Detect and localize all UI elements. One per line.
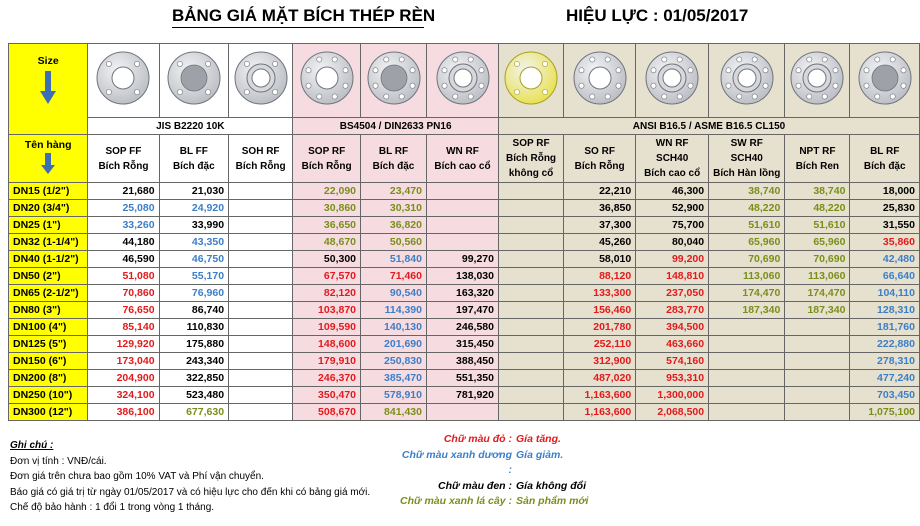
price-cell: 508,670 [293,404,361,421]
column-header-line: SOP RF [308,145,346,157]
column-header-line: Bích đặc [863,160,906,172]
price-cell [229,217,293,234]
price-cell: 22,210 [564,183,636,200]
price-cell [785,319,850,336]
legend-item [400,432,588,448]
size-cell: DN250 (10") [9,387,88,404]
price-cell: 31,550 [850,217,920,234]
column-header [636,135,709,183]
legend-value: Gía giảm. [516,448,564,461]
column-header-line: Bích Hàn lồng [713,168,781,179]
title-right: HIỆU LỰC : 01/05/2017 [566,6,749,25]
size-cell: DN200 (8") [9,370,88,387]
weld-neck-sch40-flange-icon [643,98,701,110]
column-image-cell [159,44,228,118]
price-cell: 140,130 [361,319,427,336]
note-line: Đơn giá trên chưa bao gồm 10% VAT và Phí vận chuyển. [10,471,264,482]
price-cell [229,234,293,251]
price-cell: 48,220 [709,200,785,217]
price-cell: 45,260 [564,234,636,251]
price-cell: 128,310 [850,302,920,319]
table-row [9,353,920,370]
size-cell: DN65 (2-1/2") [9,285,88,302]
price-cell: 66,640 [850,268,920,285]
price-cell: 551,350 [427,370,499,387]
column-header [229,135,293,183]
price-cell: 1,075,100 [850,404,920,421]
price-cell: 114,390 [361,302,427,319]
price-cell: 163,320 [427,285,499,302]
column-header-line: Bích Ren [795,160,840,172]
legend-key: Chữ màu xanh dương : [401,448,512,476]
table-row [9,183,920,200]
price-cell: 1,300,000 [636,387,709,404]
price-cell: 201,780 [564,319,636,336]
price-cell: 179,910 [293,353,361,370]
column-header [499,135,564,183]
price-cell: 36,650 [293,217,361,234]
size-cell: DN15 (1/2") [9,183,88,200]
price-cell [229,387,293,404]
price-cell: 99,200 [636,251,709,268]
column-header-line: SCH40 [656,153,689,164]
column-header-line: NPT RF [799,145,836,157]
price-cell: 138,030 [427,268,499,285]
price-cell: 80,040 [636,234,709,251]
price-cell: 781,920 [427,387,499,404]
size-header-cell [9,44,88,135]
price-cell: 109,590 [293,319,361,336]
price-cell: 76,960 [159,285,228,302]
price-cell: 52,900 [636,200,709,217]
column-image-cell [636,44,709,118]
price-cell: 386,100 [88,404,159,421]
price-cell: 70,690 [709,251,785,268]
price-cell [229,336,293,353]
price-cell [427,217,499,234]
column-header-line: Bích cao cổ [644,168,701,179]
price-cell: 315,450 [427,336,499,353]
table-row [9,387,920,404]
price-cell: 312,900 [564,353,636,370]
price-cell: 174,470 [709,285,785,302]
price-cell [499,183,564,200]
price-cell: 187,340 [785,302,850,319]
price-cell [229,183,293,200]
price-cell: 65,960 [785,234,850,251]
price-cell: 38,740 [709,183,785,200]
price-cell: 25,080 [88,200,159,217]
price-cell [229,370,293,387]
size-cell: DN80 (3") [9,302,88,319]
column-header [88,135,159,183]
price-cell [229,200,293,217]
price-cell [427,183,499,200]
price-cell: 18,000 [850,183,920,200]
size-label: Size [37,55,59,67]
column-header-line: Bích Rỗng [506,153,557,164]
price-cell [427,234,499,251]
size-cell: DN20 (3/4") [9,200,88,217]
price-cell: 50,300 [293,251,361,268]
price-cell: 252,110 [564,336,636,353]
price-cell: 50,560 [361,234,427,251]
price-cell: 85,140 [88,319,159,336]
yellow-slip-on-flange-icon [502,98,560,110]
column-image-cell [785,44,850,118]
column-header-line: Bích Rỗng [301,160,352,172]
size-cell: DN25 (1") [9,217,88,234]
price-cell: 1,163,600 [564,404,636,421]
price-cell: 38,740 [785,183,850,200]
blind-flange-icon [856,98,914,110]
column-image-cell [88,44,159,118]
column-header [709,135,785,183]
price-cell: 578,910 [361,387,427,404]
column-header [564,135,636,183]
price-cell [785,336,850,353]
weld-neck-flange-icon [434,98,492,110]
price-cell: 222,880 [850,336,920,353]
price-cell [785,353,850,370]
price-cell: 278,310 [850,353,920,370]
price-cell: 55,170 [159,268,228,285]
price-cell: 350,470 [293,387,361,404]
table-row [9,370,920,387]
table-row [9,336,920,353]
price-cell: 322,850 [159,370,228,387]
legend-value: Gía tăng. [516,433,561,445]
legend-value: Sản phẩm mới [516,495,589,507]
price-cell [499,234,564,251]
price-cell [229,268,293,285]
column-header-line: Bích Rỗng [235,160,286,172]
price-cell [229,285,293,302]
price-cell: 156,460 [564,302,636,319]
table-row [9,319,920,336]
price-cell [427,200,499,217]
price-cell: 283,770 [636,302,709,319]
column-header [850,135,920,183]
price-cell: 703,450 [850,387,920,404]
price-cell: 237,050 [636,285,709,302]
price-cell: 36,820 [361,217,427,234]
column-header [785,135,850,183]
price-cell: 51,610 [785,217,850,234]
column-image-cell [709,44,785,118]
column-header-line: SOH RF [241,145,280,157]
price-cell: 385,470 [361,370,427,387]
price-cell: 113,060 [709,268,785,285]
legend-key: Chữ màu đen : [438,479,512,492]
price-cell: 110,830 [159,319,228,336]
title-left: BẢNG GIÁ MẶT BÍCH THÉP RÈN [172,6,436,25]
price-cell: 70,860 [88,285,159,302]
price-cell: 463,660 [636,336,709,353]
price-cell: 104,110 [850,285,920,302]
price-cell: 46,750 [159,251,228,268]
price-cell: 70,690 [785,251,850,268]
price-cell: 82,120 [293,285,361,302]
price-cell [229,404,293,421]
price-cell: 129,920 [88,336,159,353]
price-cell: 65,960 [709,234,785,251]
price-cell [499,387,564,404]
price-cell: 23,470 [361,183,427,200]
hubbed-slip-on-flange-icon [232,98,290,110]
price-cell: 21,680 [88,183,159,200]
price-cell [499,336,564,353]
table-row [9,302,920,319]
legend-value: Gía không đổi [516,479,586,492]
threaded-flange-icon [788,98,846,110]
price-cell: 42,480 [850,251,920,268]
price-cell: 2,068,500 [636,404,709,421]
price-cell: 48,220 [785,200,850,217]
column-header-line: Bích đặc [372,160,415,172]
price-cell: 103,870 [293,302,361,319]
price-cell: 173,040 [88,353,159,370]
table-row [9,285,920,302]
standard-ansi: ANSI B16.5 / ASME B16.5 CL150 [499,118,920,135]
column-header [159,135,228,183]
color-legend [400,432,588,510]
price-cell: 204,900 [88,370,159,387]
name-label: Tên hàng [24,138,72,151]
price-cell: 133,300 [564,285,636,302]
price-cell: 51,610 [709,217,785,234]
price-cell: 25,830 [850,200,920,217]
price-cell: 24,920 [159,200,228,217]
price-cell: 33,990 [159,217,228,234]
price-cell: 574,160 [636,353,709,370]
size-cell: DN100 (4") [9,319,88,336]
price-cell: 58,010 [564,251,636,268]
price-cell: 71,460 [361,268,427,285]
title-underline [172,27,424,28]
column-header-line: không cổ [508,168,554,179]
price-cell: 388,450 [427,353,499,370]
column-image-cell [361,44,427,118]
price-cell: 175,880 [159,336,228,353]
price-cell: 953,310 [636,370,709,387]
price-cell: 324,100 [88,387,159,404]
notes-heading: Ghi chú : [10,440,54,451]
price-cell: 246,580 [427,319,499,336]
price-cell: 86,740 [159,302,228,319]
price-cell: 22,090 [293,183,361,200]
price-cell [427,404,499,421]
price-cell [499,217,564,234]
column-header [293,135,361,183]
price-cell [499,285,564,302]
price-cell: 250,830 [361,353,427,370]
price-cell [709,353,785,370]
price-cell: 197,470 [427,302,499,319]
price-table [8,43,920,421]
price-cell: 30,310 [361,200,427,217]
price-cell: 187,340 [709,302,785,319]
price-cell [499,251,564,268]
legend-item [400,479,588,495]
price-cell: 33,260 [88,217,159,234]
price-cell: 246,370 [293,370,361,387]
price-cell: 1,163,600 [564,387,636,404]
price-cell: 113,060 [785,268,850,285]
column-header [427,135,499,183]
table-row [9,404,920,421]
price-cell: 394,500 [636,319,709,336]
slip-on-flange-icon [571,98,629,110]
price-cell [709,370,785,387]
column-header-line: WN RF [446,145,479,157]
column-image-cell [564,44,636,118]
price-cell: 44,180 [88,234,159,251]
price-cell [709,387,785,404]
price-cell: 36,850 [564,200,636,217]
size-cell: DN125 (5") [9,336,88,353]
slip-on-flat-face-flange-icon [94,98,152,110]
column-header-line: BL RF [378,145,409,157]
size-cell: DN32 (1-1/4") [9,234,88,251]
size-cell: DN50 (2") [9,268,88,285]
price-cell [499,404,564,421]
note-line: Đơn vị tính : VNĐ/cái. [10,455,107,467]
price-cell: 21,030 [159,183,228,200]
note-line: Báo giá có giá trị từ ngày 01/05/2017 và có hiệu lực cho đến khi có bảng giá mới. [10,486,371,498]
price-cell: 677,630 [159,404,228,421]
price-cell: 148,810 [636,268,709,285]
note-line: Chế độ bảo hành : 1 đổi 1 trong vòng 1 tháng. [10,502,215,513]
size-cell: DN40 (1-1/2") [9,251,88,268]
table-row [9,200,920,217]
price-cell [709,404,785,421]
price-cell: 90,540 [361,285,427,302]
price-cell: 75,700 [636,217,709,234]
price-cell [499,319,564,336]
column-header-line: BL RF [870,145,900,157]
price-cell [785,404,850,421]
price-cell: 174,470 [785,285,850,302]
price-cell: 51,840 [361,251,427,268]
price-cell: 99,270 [427,251,499,268]
price-cell [709,336,785,353]
table-row [9,217,920,234]
legend-key: Chữ màu đỏ : [443,433,512,445]
socket-weld-flange-icon [718,98,776,110]
price-cell [229,353,293,370]
table-row [9,234,920,251]
column-header-line: SW RF [730,138,763,149]
price-cell [785,370,850,387]
legend-item [400,494,588,510]
column-image-cell [499,44,564,118]
price-cell [499,268,564,285]
price-cell: 181,760 [850,319,920,336]
price-cell [499,370,564,387]
column-header-line: SCH40 [730,153,763,164]
price-cell [499,200,564,217]
column-header-line: Bích Rỗng [98,160,149,172]
column-header-line: SOP FF [105,145,142,157]
price-cell: 46,590 [88,251,159,268]
price-cell: 37,300 [564,217,636,234]
price-cell: 841,430 [361,404,427,421]
price-cell: 487,020 [564,370,636,387]
column-header-line: SOP RF [512,138,550,149]
price-cell: 48,670 [293,234,361,251]
column-header-line: WN RF [655,138,689,149]
column-image-cell [427,44,499,118]
slip-on-raised-face-flange-icon [298,98,356,110]
page-title [0,6,920,30]
price-cell: 243,340 [159,353,228,370]
price-cell: 43,350 [159,234,228,251]
price-cell: 46,300 [636,183,709,200]
legend-key: Chữ màu xanh lá cây : [400,495,512,507]
price-cell: 30,860 [293,200,361,217]
notes [10,438,370,516]
down-arrow-icon [41,153,55,175]
name-header-cell [9,135,88,183]
column-header-line: SO RF [584,145,615,157]
price-cell: 67,570 [293,268,361,285]
column-image-cell [293,44,361,118]
column-header-line: Bích đặc [172,160,215,172]
price-cell: 88,120 [564,268,636,285]
price-cell [499,353,564,370]
column-header [361,135,427,183]
standard-jis: JIS B2220 10K [88,118,293,135]
price-cell: 201,690 [361,336,427,353]
price-cell: 148,600 [293,336,361,353]
standard-bs: BS4504 / DIN2633 PN16 [293,118,499,135]
price-cell [229,319,293,336]
table-row [9,268,920,285]
price-cell [785,387,850,404]
price-cell: 477,240 [850,370,920,387]
column-image-cell [229,44,293,118]
price-cell: 51,080 [88,268,159,285]
blind-raised-face-flange-icon [365,98,423,110]
price-cell: 35,860 [850,234,920,251]
price-cell [229,251,293,268]
table-row [9,251,920,268]
price-cell [499,302,564,319]
size-cell: DN300 (12") [9,404,88,421]
column-header-line: Bích cao cổ [434,160,491,172]
size-cell: DN150 (6") [9,353,88,370]
price-cell [229,302,293,319]
column-header-line: Bích Rỗng [574,160,625,172]
down-arrow-icon [40,71,56,105]
column-header-line: BL FF [179,145,208,157]
price-cell [709,319,785,336]
legend-item [400,448,588,479]
price-cell: 523,480 [159,387,228,404]
blind-flat-face-flange-icon [165,98,223,110]
column-image-cell [850,44,920,118]
price-cell: 76,650 [88,302,159,319]
